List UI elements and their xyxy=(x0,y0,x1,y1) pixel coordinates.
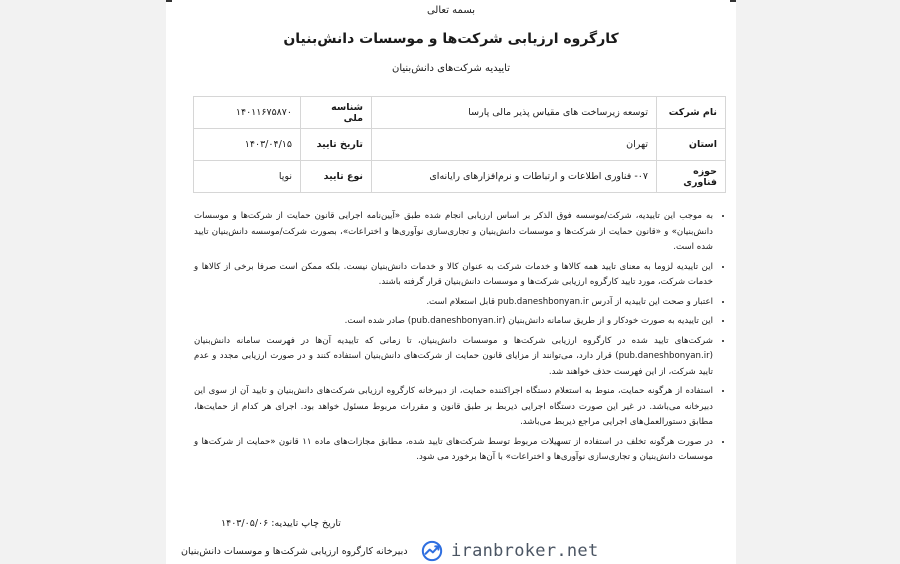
company-name-label: نام شرکت xyxy=(657,97,726,129)
company-name-value: توسعه زیرساخت های مقیاس پذیر مالی پارسا xyxy=(372,97,657,129)
province-value: تهران xyxy=(372,129,657,161)
tech-field-label: حوزه فناوری xyxy=(657,161,726,193)
note-item: • اعتبار و صحت این تاییدیه از آدرس pub.daneshbonyan.ir قابل استعلام است. xyxy=(194,295,713,311)
note-item: • به موجب این تاییدیه، شرکت/موسسه فوق الذکر بر اساس ارزیابی انجام شده طبق «آیین‌نامه اجرایی قانون حمایت از شرکت‌ها و موسسات دانش‌بنیان» و «قانون حمایت از شرکت‌ها و موسسات دانش‌بنیان و تجاری‌سازی نوآوری‌ها و اختراعات»، بصورت شرکت/موسسه دانش‌بنیان تایید شده است. xyxy=(194,209,713,256)
approval-type-value: نوپا xyxy=(194,161,301,193)
chart-trend-icon xyxy=(421,540,443,562)
watermark-text: iranbroker.net xyxy=(451,541,599,561)
company-info-table xyxy=(193,96,726,193)
note-item: • این تاییدیه به صورت خودکار و از طریق سامانه دانش‌بنیان (pub.daneshbonyan.ir) صادر شده است. xyxy=(194,314,713,330)
table-row xyxy=(194,161,726,193)
basmala: بسمه تعالی xyxy=(426,5,476,16)
note-item: • شرکت‌های تایید شده در کارگروه ارزیابی شرکت‌ها و موسسات دانش‌بنیان، تا زمانی که تاییدیه آن‌ها در فهرست سامانه دانش‌بنیان (pub.daneshbonyan.ir) قرار دارد، می‌توانند از مزایای قانون حمایت از شرکت‌های دانش‌بنیان استفاده کنند و در صورت ارزیابی مجدد و عدم تایید شرکت، از این فهرست حذف خواهند شد. xyxy=(194,334,713,381)
secretariat-signature: دبیرخانه کارگروه ارزیابی شرکت‌ها و موسسات دانش‌بنیان xyxy=(181,546,408,557)
national-id-value: ۱۴۰۱۱۶۷۵۸۷۰ xyxy=(194,97,301,129)
page-edge-mark xyxy=(166,0,172,2)
note-item: • در صورت هرگونه تخلف در استفاده از تسهیلات مربوط توسط شرکت‌های تایید شده، مطابق مجازات‌های ماده ۱۱ قانون «حمایت از شرکت‌ها و موسسات دانش‌بنیان و تجاری‌سازی نوآوری‌ها و اختراعات» با آن‌ها برخورد می شود. xyxy=(194,435,713,466)
watermark-logo xyxy=(421,540,599,562)
province-label: استان xyxy=(657,129,726,161)
print-date: تاریخ چاپ تاییدیه: ۱۴۰۳/۰۵/۰۶ xyxy=(221,518,341,529)
note-item: • استفاده از هرگونه حمایت، منوط به استعلام دستگاه اجراکننده حمایت، از دبیرخانه کارگروه ارزیابی شرکت‌های دانش‌بنیان و تایید آن از سوی این دبیرخانه می‌باشد. در غیر این صورت دستگاه اجرایی ذیربط بر طبق قانون و مقررات مربوط مسئول خواهد بود. اجرای هر کدام از حمایت‌ها، مطابق دستورالعمل‌های اجرایی مراجع ذیربط می‌باشد. xyxy=(194,384,713,431)
approval-type-label: نوع تایید xyxy=(301,161,372,193)
document-page xyxy=(166,0,736,564)
tech-field-value: ۰۷- فناوری اطلاعات و ارتباطات و نرم‌افزارهای رایانه‌ای xyxy=(372,161,657,193)
page-edge-mark xyxy=(730,0,736,2)
table-row xyxy=(194,129,726,161)
page-title: کارگروه ارزیابی شرکت‌ها و موسسات دانش‌بنیان xyxy=(283,31,619,47)
note-item: • این تاییدیه لزوما به معنای تایید همه کالاها و خدمات شرکت به عنوان کالا و خدمات دانش‌بنیان نیست. بلکه ممکن است صرفا برخی از کالاها و خدمات شرکت، مورد تایید کارگروه ارزیابی شرکت‌ها و موسسات دانش‌بنیان قرار گرفته باشند. xyxy=(194,260,713,291)
table-row xyxy=(194,97,726,129)
page-subtitle: تاییدیه شرکت‌های دانش‌بنیان xyxy=(392,63,510,74)
notes-list xyxy=(194,209,725,470)
approval-date-label: تاریخ تایید xyxy=(301,129,372,161)
national-id-label: شناسه ملی xyxy=(301,97,372,129)
approval-date-value: ۱۴۰۳/۰۴/۱۵ xyxy=(194,129,301,161)
